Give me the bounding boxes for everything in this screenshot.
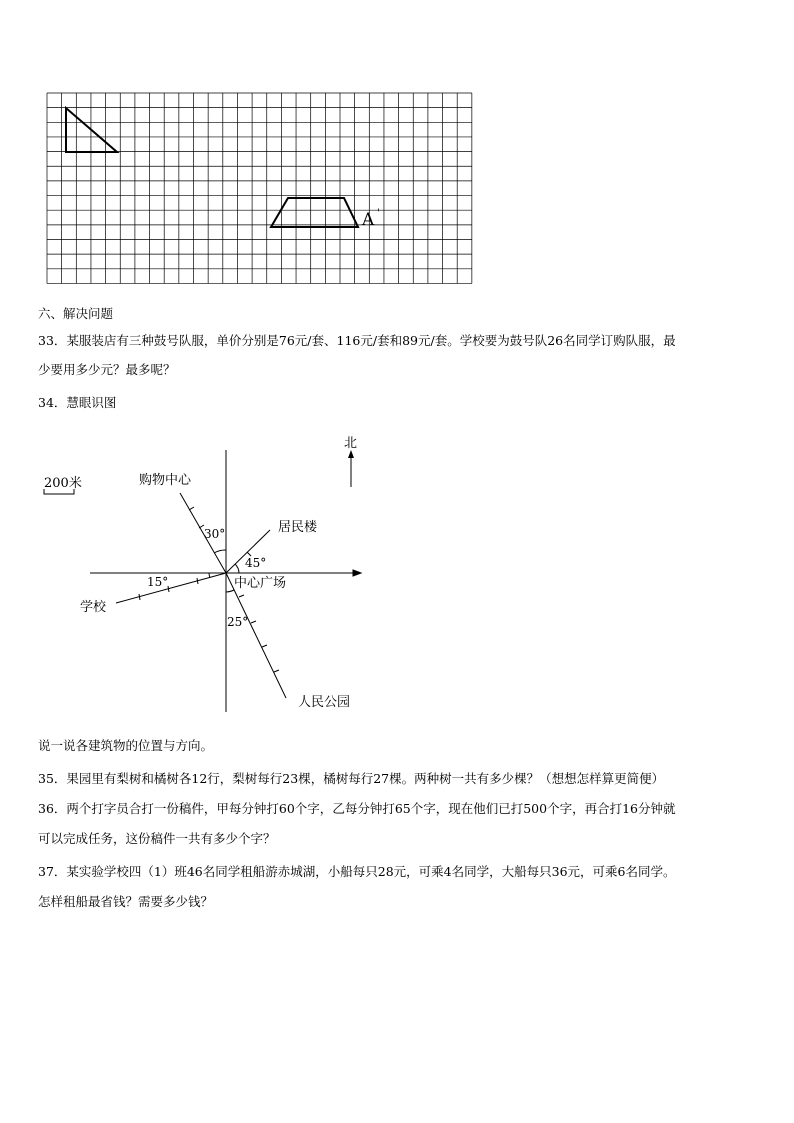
north-arrowhead: [348, 450, 354, 458]
arc-25: [226, 590, 234, 592]
grid-figure: [0, 0, 794, 300]
center-square-label: 中心广场: [234, 576, 287, 591]
direction-map: [0, 420, 794, 720]
arc-30: [214, 550, 226, 553]
question-34-title: 34．慧眼识图: [38, 395, 117, 410]
ray-peoples-park: [226, 573, 286, 698]
section-heading: 六、解决问题: [38, 306, 114, 321]
question-33-line-1: 33．某服装店有三种鼓号队服，单价分别是76元/套、116元/套和89元/套。学校要为鼓号队26名同学订购队服，最: [38, 333, 676, 348]
question-37-line-1: 37．某实验学校四（1）班46名同学租船游赤城湖，小船每只28元，可乘4名同学，大船每只36元，可乘6名同学。: [38, 864, 676, 879]
north-label: 北: [344, 436, 358, 451]
shopping-center-label: 购物中心: [139, 473, 192, 488]
horizontal-axis-arrowhead: [353, 570, 361, 576]
grid-lines: [47, 93, 472, 283]
residential-label: 居民楼: [278, 520, 318, 535]
question-36-line-1: 36．两个打字员合打一份稿件，甲每分钟打60个字，乙每分钟打65个字，现在他们已打500个字，再合打16分钟就: [38, 801, 676, 816]
school-label: 学校: [80, 600, 107, 615]
angle-45-label: 45°: [245, 556, 267, 570]
point-a-mark: ': [377, 208, 380, 219]
arc-45: [235, 564, 239, 573]
triangle-shape: [66, 108, 117, 152]
scale-label: 200米: [44, 476, 82, 491]
angle-30-label: 30°: [204, 527, 226, 541]
question-34-prompt: 说一说各建筑物的位置与方向。: [38, 738, 214, 753]
trapezoid-shape: [271, 198, 358, 227]
angle-25-label: 25°: [227, 615, 249, 629]
question-33-line-2: 少要用多少元？最多呢？: [38, 362, 176, 377]
point-a-label: A: [362, 210, 375, 230]
angle-15-label: 15°: [147, 575, 169, 589]
peoples-park-label: 人民公园: [298, 695, 351, 710]
question-36-line-2: 可以完成任务，这份稿件一共有多少个字？: [38, 831, 276, 846]
question-35: 35．果园里有梨树和橘树各12行，梨树每行23棵，橘树每行27棵。两种树一共有多少棵？（想想怎样算更简便）: [38, 771, 665, 786]
question-37-line-2: 怎样租船最省钱？需要多少钱？: [38, 894, 214, 909]
